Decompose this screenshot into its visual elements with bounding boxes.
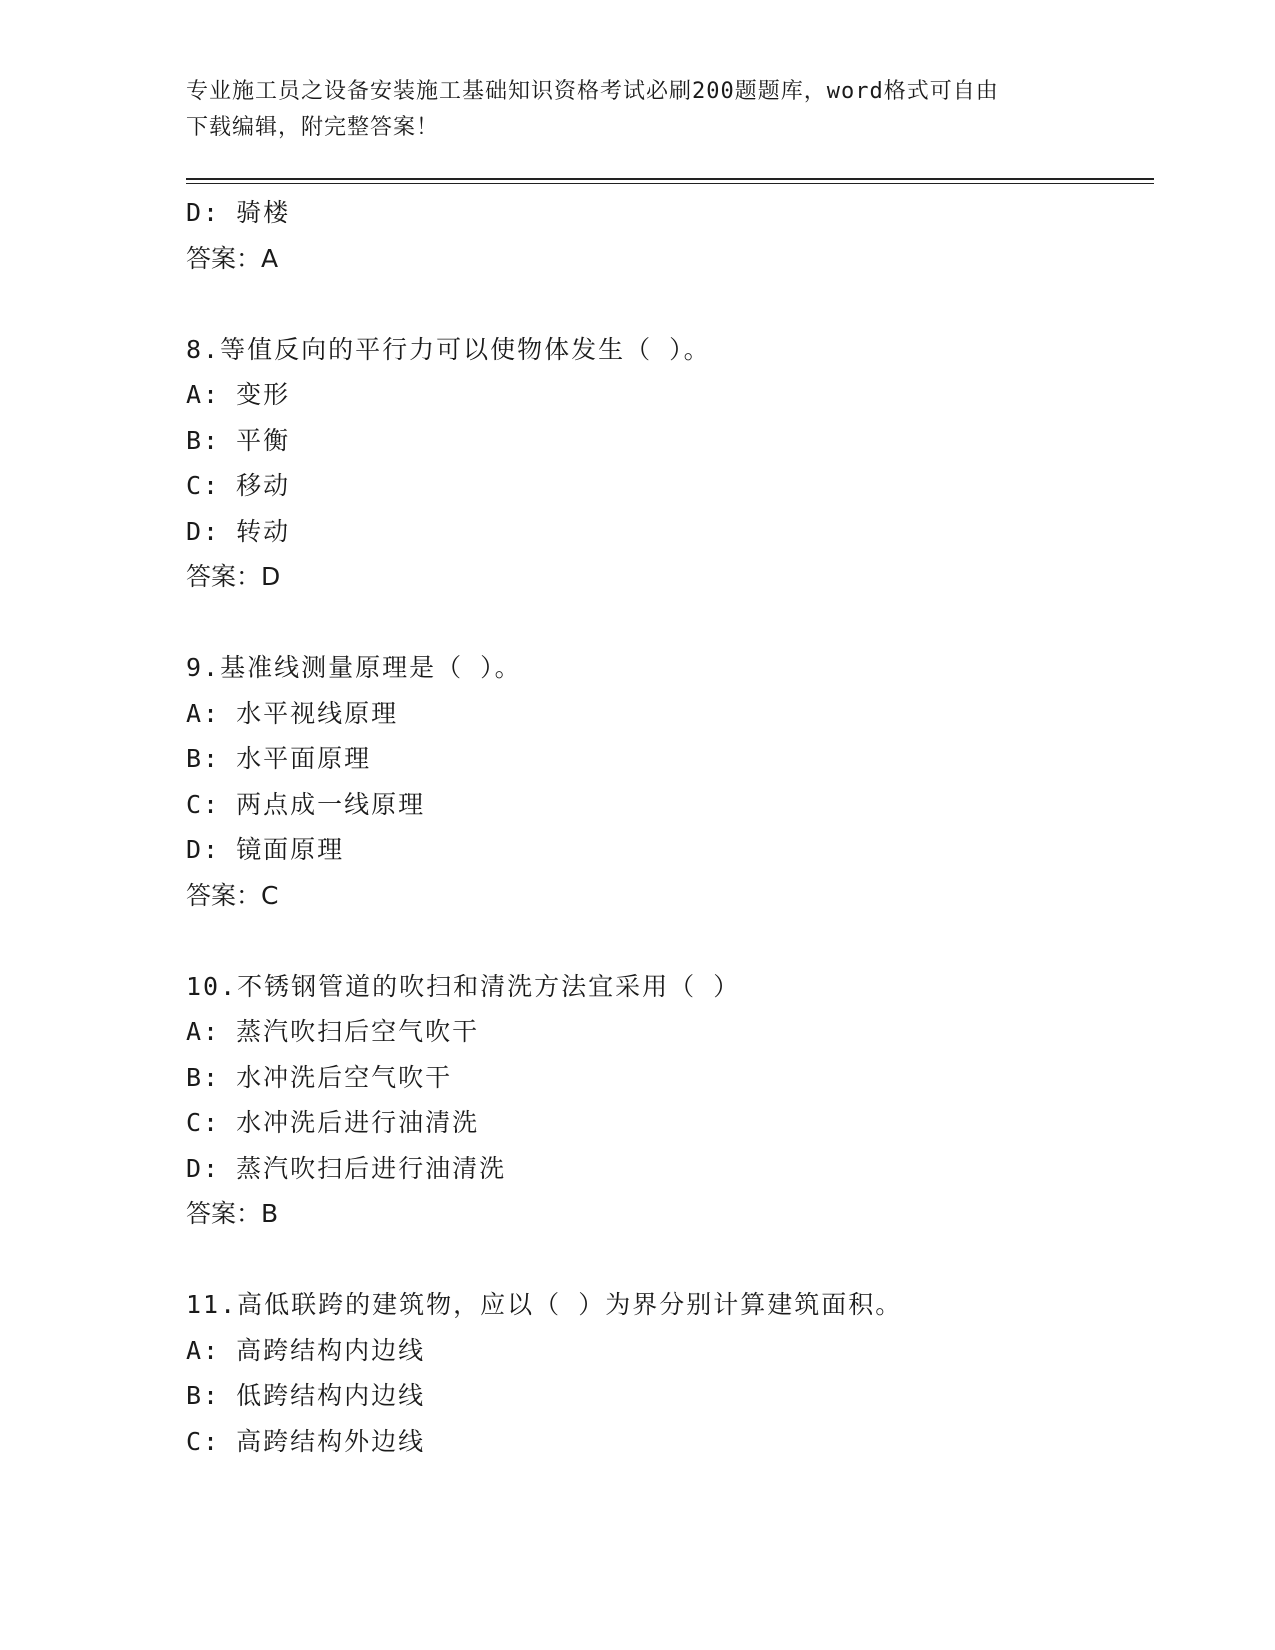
question-stem: 9.基准线测量原理是（ ）。 — [186, 653, 522, 682]
option-d — [186, 190, 1146, 236]
answer-line: 答案：B — [186, 1199, 279, 1228]
spacer — [186, 281, 1146, 327]
question-stem: 10.不锈钢管道的吹扫和清洗方法宜采用（ ） — [186, 971, 741, 1001]
option-letter: B: — [186, 1381, 221, 1410]
option-b — [186, 736, 1146, 782]
option-letter: C: — [186, 1108, 221, 1137]
question-stem: 8.等值反向的平行力可以使物体发生（ ）。 — [186, 334, 711, 364]
spacer — [186, 600, 1146, 646]
option-c — [186, 782, 1146, 828]
option-d — [186, 827, 1146, 873]
option-letter: D: — [186, 516, 221, 546]
option-text: 水冲洗后空气吹干 — [236, 1062, 453, 1092]
option-text: 骑楼 — [236, 198, 291, 227]
spacer — [186, 918, 1146, 964]
option-text: 水冲洗后进行油清洗 — [236, 1108, 480, 1137]
option-letter: A: — [186, 1335, 221, 1365]
option-text: 蒸汽吹扫后空气吹干 — [236, 1017, 480, 1046]
option-text: 转动 — [236, 516, 291, 546]
option-text: 变形 — [236, 380, 291, 409]
option-a — [186, 1328, 1146, 1374]
option-text: 水平面原理 — [236, 744, 372, 773]
option-c — [186, 1100, 1146, 1146]
option-d — [186, 1146, 1146, 1192]
option-a — [186, 372, 1146, 418]
option-letter: A: — [186, 380, 221, 409]
document-header — [186, 74, 1066, 146]
option-text: 高跨结构外边线 — [236, 1426, 426, 1456]
option-c — [186, 1419, 1146, 1465]
option-letter: C: — [186, 1426, 221, 1456]
option-letter: D: — [186, 835, 221, 864]
option-text: 水平视线原理 — [236, 698, 399, 728]
answer-line: 答案：A — [186, 243, 279, 273]
option-a — [186, 1009, 1146, 1055]
option-text: 低跨结构内边线 — [236, 1381, 426, 1410]
header-line-2: 下载编辑，附完整答案！ — [186, 115, 440, 140]
answer-line: 答案：C — [186, 880, 279, 910]
option-text: 镜面原理 — [236, 835, 345, 864]
header-line-1: 专业施工员之设备安装施工基础知识资格考试必刷200题题库，word格式可自由 — [186, 79, 999, 104]
question-stem: 11.高低联跨的建筑物，应以（ ）为界分别计算建筑面积。 — [186, 1290, 903, 1319]
option-c — [186, 463, 1146, 509]
question-list — [186, 190, 1146, 1464]
document-page — [186, 0, 1146, 1650]
spacer — [186, 1237, 1146, 1283]
option-text: 蒸汽吹扫后进行油清洗 — [236, 1153, 507, 1183]
option-text: 两点成一线原理 — [236, 789, 426, 819]
option-d — [186, 509, 1146, 555]
option-letter: C: — [186, 471, 221, 500]
header-divider — [186, 178, 1154, 184]
option-b — [186, 1373, 1146, 1419]
option-text: 高跨结构内边线 — [236, 1335, 426, 1365]
option-b — [186, 1055, 1146, 1101]
option-a — [186, 691, 1146, 737]
option-text: 平衡 — [236, 425, 291, 455]
option-letter: C: — [186, 789, 221, 819]
option-letter: B: — [186, 744, 221, 773]
option-letter: A: — [186, 698, 221, 728]
option-letter: D: — [186, 1153, 221, 1183]
option-letter: A: — [186, 1017, 221, 1046]
option-b — [186, 418, 1146, 464]
answer-line: 答案：D — [186, 562, 281, 591]
option-letter: D: — [186, 198, 221, 227]
option-text: 移动 — [236, 471, 291, 500]
option-letter: B: — [186, 425, 221, 455]
option-letter: B: — [186, 1062, 221, 1092]
